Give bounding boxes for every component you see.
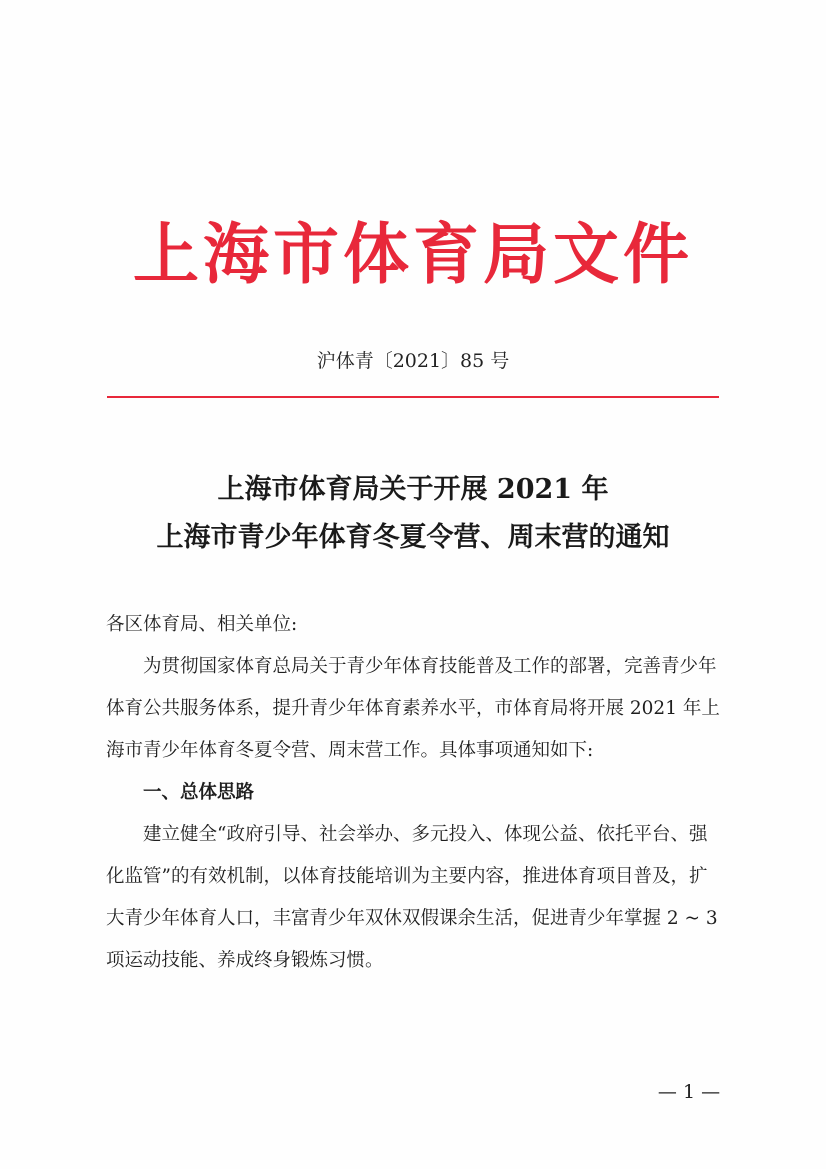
red-divider-line (107, 396, 719, 398)
intro-paragraph: 为贯彻国家体育总局关于青少年体育技能普及工作的部署，完善青少年体育公共服务体系，提升青少年体育素养水平，市体育局将开展 2021 年上海市青少年体育冬夏令营、周末营工作。具体事项通知如下: (106, 656, 720, 761)
title-line-2: 上海市青少年体育冬夏令营、周末营的通知 (156, 522, 670, 553)
section-heading-1: 一、总体思路 (143, 782, 255, 803)
document-masthead: 上海市体育局文件 (133, 215, 693, 293)
document-number: 沪体青〔2021〕85 号 (316, 350, 510, 372)
title-line-1: 上海市体育局关于开展 2021 年 (217, 474, 609, 505)
document-body (106, 604, 722, 982)
salutation: 各区体育局、相关单位: (106, 614, 298, 635)
section-1-paragraph: 建立健全“政府引导、社会举办、多元投入、体现公益、依托平台、强化监管”的有效机制，以体育技能培训为主要内容，推进体育项目普及，扩大青少年体育人口，丰富青少年双休双假课余生活，促进青少年掌握 2 ~ 3 项运动技能、养成终身锻炼习惯。 (106, 824, 718, 971)
document-title (0, 466, 826, 562)
page-number: — 1 — (657, 1081, 721, 1103)
